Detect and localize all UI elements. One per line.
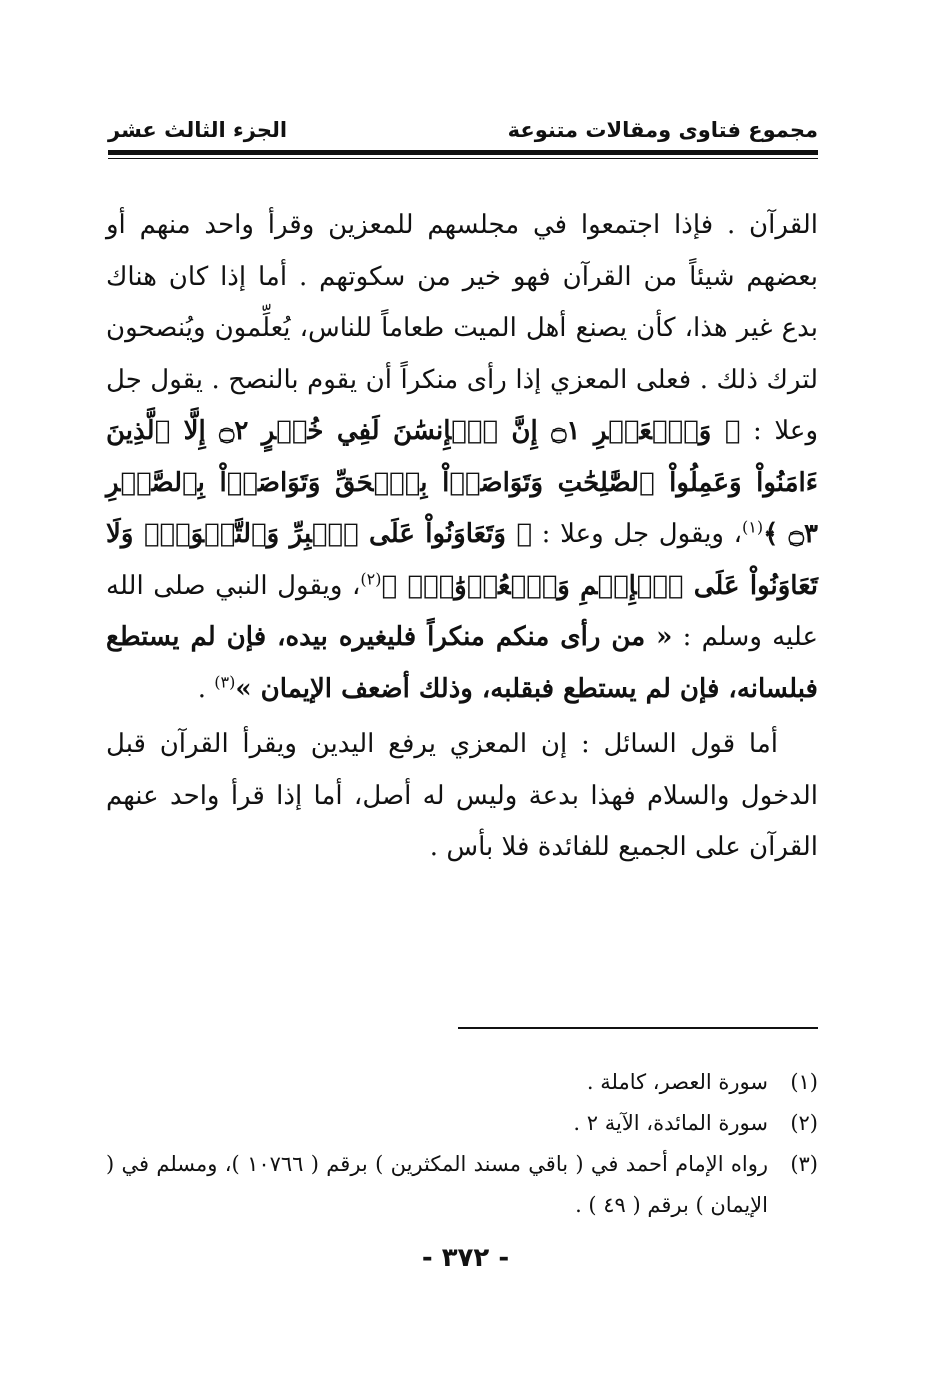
hadith-quote: « من رأى منكم منكراً فليغيره بيده، فإن لم يستطع فبلسانه، فإن لم يستطع فبقلبه، وذلك أضعف الإيمان »: [106, 622, 818, 704]
footnote-separator: [458, 1027, 818, 1029]
volume-label: الجزء الثالث عشر: [108, 118, 288, 142]
footnote-number: (١): [790, 1070, 818, 1094]
paragraph-1: [106, 200, 818, 715]
footnote-item: [106, 1062, 818, 1103]
text-segment: ، ويقول النبي صلى الله عليه وسلم :: [106, 570, 819, 652]
series-title: مجموع فتاوى ومقالات متنوعة: [507, 118, 818, 142]
paragraph-2: أما قول السائل : إن المعزي يرفع اليدين ويقرأ القرآن قبل الدخول والسلام فهذا بدعة وليس له أصل، أما إذا قرأ واحد عنهم القرآن على الجميع للفائدة فلا بأس .: [106, 729, 818, 862]
footnote-number: (٢): [790, 1111, 818, 1135]
footnote-number: (٣): [790, 1152, 818, 1176]
quran-verse-asr: ﴿ وَٱلۡعَصۡرِ ۝١ إِنَّ ٱلۡإِنسَٰنَ لَفِي خُسۡرٍ ۝٢ إِلَّا ٱلَّذِينَ ءَامَنُواْ وَعَمِلُواْ ٱلصَّٰلِحَٰتِ وَتَوَاصَوۡاْ بِٱلۡحَقِّ وَتَوَاصَوۡاْ بِٱلصَّبۡرِ ۝٣ ﴾: [106, 416, 818, 549]
quran-verse-maidah: ﴿ وَتَعَاوَنُواْ عَلَى ٱلۡبِرِّ وَٱلتَّقۡوَىٰۖ وَلَا تَعَاوَنُواْ عَلَى ٱلۡإِثۡمِ وَٱلۡعُدۡوَٰنِۚ ﴾: [106, 519, 818, 601]
header-rule-thick: [108, 150, 818, 155]
footnote-text: رواه الإمام أحمد في ( باقي مسند المكثرين ) برقم ( ١٠٧٦٦ )، ومسلم في ( الإيمان ) برقم ( ٤٩ ) .: [106, 1152, 769, 1217]
text-segment: القرآن . فإذا اجتمعوا في مجلسهم للمعزين وقرأ واحد منهم أو بعضهم شيئاً من القرآن فهو خير من سكوتهم . أما إذا كان هناك بدع غير هذا، كأن يصنع أهل الميت طعاماً للناس، يُعلِّمون ويُنصحون لترك ذلك . فعلى المعزي إذا رأى منكراً أن يقوم بالنصح . يقول جل وعلا :: [106, 210, 818, 446]
header-rule-thin: [108, 158, 818, 159]
footnote-ref-1: (١): [742, 517, 764, 537]
main-text: [106, 200, 818, 874]
footnotes: [106, 1062, 818, 1226]
footnote-ref-2: (٢): [360, 568, 382, 588]
text-segment: ، ويقول جل وعلا :: [541, 519, 743, 549]
footnote-ref-3: (٣): [214, 671, 236, 691]
footnote-text: سورة المائدة، الآية ٢ .: [573, 1111, 768, 1135]
running-header: [108, 112, 818, 148]
footnote-text: سورة العصر، كاملة .: [586, 1070, 768, 1094]
footnote-item: [106, 1103, 818, 1144]
page-number: - ٣٧٢ -: [421, 1243, 510, 1273]
text-segment: .: [197, 673, 207, 704]
footnote-item: [106, 1144, 818, 1226]
